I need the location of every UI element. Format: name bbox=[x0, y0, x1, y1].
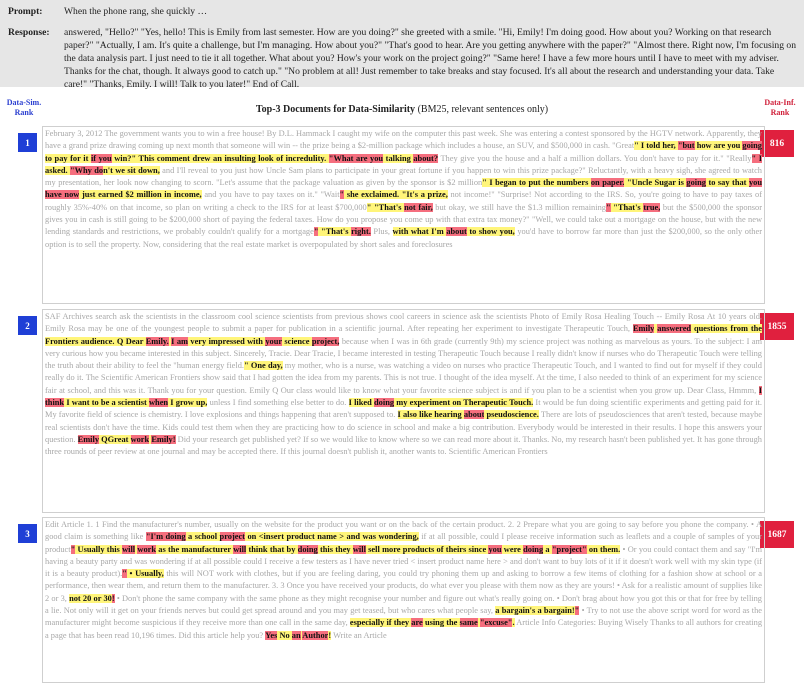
highlight-yellow: QGreat bbox=[99, 434, 131, 444]
highlight-yellow: " I began to put the numbers bbox=[482, 178, 591, 188]
document-card-1 bbox=[42, 126, 765, 304]
highlight-red: " I bbox=[751, 153, 762, 163]
highlight-red: " bbox=[122, 569, 127, 579]
doc-text-segment: SAF Archives search ask the scientists in the classroom cool science scientists from previous shows cool careers in science ask the scientists Photo of Emily Rosa Healing Touch -- Emily Rosa At 10 years old, Emily Rosa may be one of the youngest people to submit a paper for publication in a scientific journal. After repeating her experiment to investigate Therapeutic Touch, bbox=[45, 312, 762, 334]
highlight-red: will bbox=[352, 544, 366, 554]
highlight-yellow: just earned $2 million in income, bbox=[79, 190, 202, 200]
highlight-yellow: using the bbox=[422, 618, 460, 628]
highlight-red: you have now bbox=[45, 178, 762, 200]
highlight-red: Emily! bbox=[151, 434, 176, 444]
doc-text-segment: • Don't phone the same company with the same phone as they might recognise your number and figure out what's really going on. • Don't brag about how you got this or that for free by telling a lie. Not only will it get on your friends nerves but could get spread around and you may get teased, but who cares what people say, bbox=[45, 593, 762, 616]
doc-text-segment: Article Info Categories: Buying Wisely Thanks to all authors for creating a page that has been read 10,196 times. Did this article help you? bbox=[45, 618, 763, 640]
highlight-red: will bbox=[122, 544, 136, 554]
highlight-yellow: " bbox=[366, 202, 372, 212]
highlight-yellow: this they bbox=[317, 544, 353, 554]
doc-2-sim-rank-badge: 2 bbox=[18, 316, 37, 335]
highlight-red: "excuse" bbox=[479, 618, 513, 628]
highlight-yellow: think that by bbox=[246, 544, 298, 554]
data-sim-rank-label: Data-Sim. Rank bbox=[6, 98, 42, 117]
highlight-red: going bbox=[686, 178, 706, 188]
highlight-red: Yes bbox=[265, 630, 278, 640]
highlight-red: if you bbox=[90, 153, 112, 163]
highlight-red: will bbox=[233, 544, 247, 554]
doc-text-segment: you'd have to borrow far more than just the $200,000, so the only other option is to sell the property. Now, considering that the real estate market is overpopulated by short sales and foreclosures bbox=[45, 227, 762, 249]
highlight-red: work bbox=[137, 544, 157, 554]
doc-1-sim-rank-badge: 1 bbox=[18, 133, 37, 152]
highlight-red: "but bbox=[677, 141, 695, 151]
highlight-red: " bbox=[574, 606, 580, 616]
highlight-red: when bbox=[148, 398, 169, 408]
highlight-red: an bbox=[291, 630, 301, 640]
highlight-red: not fair, bbox=[404, 202, 433, 212]
highlight-yellow: as the manufacturer bbox=[156, 544, 234, 554]
highlight-yellow: very impressed with bbox=[187, 336, 266, 346]
doc-text-segment: unless I find something else better to do. bbox=[207, 398, 349, 408]
highlight-red: Emily bbox=[632, 324, 655, 334]
highlight-yellow: with what I'm bbox=[392, 227, 447, 237]
doc-text-segment: Plus, bbox=[370, 227, 393, 237]
highlight-red: going bbox=[742, 141, 762, 151]
document-card-3 bbox=[42, 517, 765, 683]
doc-text-segment: but okay, we still have the $1.3 million remaining bbox=[432, 202, 606, 212]
highlight-red: I am bbox=[171, 336, 188, 346]
highlight-yellow: ! bbox=[328, 630, 332, 640]
highlight-red: your bbox=[265, 336, 282, 346]
doc-3-sim-rank-badge: 3 bbox=[18, 524, 37, 543]
highlight-yellow: how are you bbox=[694, 141, 743, 151]
doc-text-segment: but the $500,000 the sponsor gives you in cash is still going to be $200,000 short of paying the federal taxes. How do you propose you come up with that extra tax money?" "Well, we could take out a mortgage on the house, but with the new lending standards and restrictions, we probably couldn't qualify for a mortgage bbox=[45, 202, 763, 237]
highlight-yellow: questions from the Frontiers audience. Q Dear bbox=[45, 324, 763, 346]
highlight-yellow: Usually this bbox=[75, 544, 123, 554]
doc-text-segment: Write an Article bbox=[331, 630, 387, 640]
highlight-red: " bbox=[313, 227, 319, 237]
highlight-yellow: to say that bbox=[705, 178, 749, 188]
highlight-yellow: pseudoscience. bbox=[484, 410, 539, 420]
doc-text-segment: not income!" "Surprise! Not according to the IRS. So, you're going to have to pay taxes of roughly 35%-40% on that income, so plan on writing a check to the IRS for at least $700,000 bbox=[45, 190, 763, 212]
document-card-2 bbox=[42, 309, 765, 513]
doc-2-inf-rank-badge: 1855 bbox=[760, 313, 794, 340]
highlight-yellow: I also like hearing bbox=[397, 410, 464, 420]
highlight-red: about? bbox=[413, 153, 439, 163]
highlight-yellow: asked. bbox=[45, 165, 70, 175]
highlight-red: I think bbox=[45, 385, 762, 408]
highlight-yellow: science bbox=[281, 336, 312, 346]
highlight-yellow: " I told her, bbox=[634, 141, 678, 151]
doc-text-segment: They give you the house and a half a million dollars. You don't have to pay for it." "Really bbox=[438, 153, 752, 163]
highlight-red: "What are you bbox=[328, 153, 384, 163]
highlight-red: project bbox=[219, 532, 245, 542]
highlight-red: doing bbox=[297, 544, 318, 554]
doc-text-segment: this will NOT work with clothes, but if you are feeling daring, you could try phoning them up and asking to borrow a few items of clothing for a fashion show at school or a performance, then wear them, and return them to the manufacturer. 3. 3 Once you have received your products, do what ever you please with them now as they are yours! • Ask for a realistic amount of supplies like 2 or 3, bbox=[45, 569, 763, 603]
highlight-red: right. bbox=[351, 227, 371, 237]
document-text-1 bbox=[43, 127, 764, 251]
highlight-red: you bbox=[488, 544, 502, 554]
highlight-yellow: "That's bbox=[610, 202, 644, 212]
highlight-red: true, bbox=[643, 202, 661, 212]
highlight-red: "I'm doing bbox=[145, 532, 186, 542]
highlight-red: " bbox=[605, 202, 611, 212]
highlight-yellow: to pay for it bbox=[45, 153, 91, 163]
highlight-yellow: I grow up, bbox=[168, 398, 208, 408]
highlight-yellow: n't we sit down, bbox=[103, 165, 160, 175]
doc-text-segment: my mother, who is a nurse, was watching a video on nurses who practice Therapeutic Touch, and I wanted to find out for myself if they could really do it. The Scientific American Frontiers show said that I had gotten the idea from my parents. This is not true. I thought of the idea myself. At the time, I also needed to think of an experiment for my science fair at school, and this was it. Thank you for your question. Emily Q Our class would like to know what your favorite science subject is and if you plan to be a scientist when you grow up. Dear Class, Hmmm, bbox=[45, 361, 762, 395]
highlight-red: project, bbox=[311, 336, 340, 346]
doc-text-segment: because when I was in 6th grade (currently 9th) my science project was nothing as marvelous as yours. To the subject: I am very curious how you became interested in this subject. Sincerely, Tracie. Dear Tracie, I became interested in testing Therapeutic Touch because I really didn't know if nurses who do Therapeutic Touch were telling the truth about their ability to feel the "human energy field. bbox=[45, 336, 762, 371]
highlight-red: about bbox=[463, 410, 485, 420]
doc-1-inf-rank-badge: 816 bbox=[760, 130, 794, 157]
highlight-yellow: on them. bbox=[586, 544, 621, 554]
highlight-yellow: a bargain's a bargain! bbox=[495, 606, 575, 616]
highlight-yellow: sell more products of theirs since bbox=[365, 544, 489, 554]
highlight-red: same bbox=[459, 618, 478, 628]
doc-text-segment: • Try to not use the above script word for word as the manufacturer might become suspicious if they receive more than one call in the same day, bbox=[45, 606, 762, 628]
doc-text-segment: and you have to pay taxes on it." "Wait bbox=[201, 190, 340, 200]
highlight-yellow: " One day, bbox=[244, 361, 283, 371]
highlight-yellow: to show you, bbox=[466, 227, 515, 237]
doc-text-segment: • Or you could contact them and say "I'm having a beauty party and was wondering if at all possible could I receive a few testers as I have never tried < insert product name here > and don't want to buy lots of it if it doesn't work well with my skin type (if it is a beauty product). bbox=[45, 544, 763, 579]
highlight-red: " bbox=[70, 544, 76, 554]
doc-text-segment: There are lots of pseudosciences that aren't tested, because maybe real scientists don't have the time. Kids could test them when they are practicing how to do science in school and make a big contribution. Everybody would be interested in their results. I hope this answers your question. bbox=[45, 410, 762, 444]
highlight-yellow: "It's a prize, bbox=[401, 190, 448, 200]
prompt-response-header bbox=[0, 0, 804, 90]
highlight-yellow: a bbox=[543, 544, 552, 554]
doc-text-segment: It would be fun doing scientific experiments and getting paid for it. My favorite field of science is chemistry. I love explosions and things happening that aren't supposed to. bbox=[45, 398, 762, 420]
response-text: answered, "Hello?" "Yes, hello! This is Emily from last semester. How are you doing?" she greeted with a smile. "Hi, Emily! I'm doing good. How about you? Working on that research paper?" "Actually, I am. It's quite a challenge, but I'm managing. How about you?" "That's good to hear. Are you getting anywhere with the paper?" "Almost there. Right now, I'm focusing on the data analysis part. I just need to tie it all together. What about you? How's your work on the project going?" "Same here! I have a few more hours until I have to meet with my adviser. Thanks for the chat, though. It always good to catch up." "No problem at all! Just remember to take breaks and stay focused. It's all about the research and understanding your data. Take care!" "Thanks, Emily. I will! Talk to you later!" End of Call. bbox=[64, 27, 796, 90]
figure-title bbox=[0, 104, 804, 116]
highlight-red: are bbox=[411, 618, 423, 628]
highlight-yellow: Usually, bbox=[135, 569, 164, 579]
highlight-red: doing bbox=[523, 544, 544, 554]
highlight-yellow: were bbox=[501, 544, 524, 554]
highlight-yellow: she exclaimed. bbox=[344, 190, 402, 200]
highlight-red: answered bbox=[657, 324, 692, 334]
highlight-yellow: "That's bbox=[371, 202, 405, 212]
highlight-red: " bbox=[339, 190, 345, 200]
highlight-red: "Why do bbox=[69, 165, 104, 175]
doc-text-segment: and I'll reveal to you just how Uncle Sam plans to participate in your great fortune if you happen to win this prize package?" Reluctantly, with a heavy sigh, she agreed to watch my presentation, her look now changing to scorn. "Let's assume that the package valuation as given by the sponsor is $2 million bbox=[45, 165, 762, 188]
highlight-yellow: talking bbox=[383, 153, 414, 163]
highlight-yellow: • bbox=[126, 569, 136, 579]
highlight-yellow: I liked bbox=[348, 398, 375, 408]
highlight-yellow: . bbox=[512, 618, 515, 628]
highlight-yellow: my experiment on Therapeutic Touch. bbox=[394, 398, 534, 408]
highlight-yellow: a school bbox=[185, 532, 220, 542]
highlight-yellow: on <insert product name > and was wondering, bbox=[244, 532, 419, 542]
prompt-text: When the phone rang, she quickly … bbox=[64, 6, 208, 17]
doc-3-inf-rank-badge: 1687 bbox=[760, 521, 794, 548]
highlight-yellow: "Uncle Sugar is bbox=[624, 178, 687, 188]
highlight-red: "project" bbox=[551, 544, 587, 554]
response-label: Response: bbox=[8, 27, 50, 38]
doc-text-segment: Edit Article 1. 1 Find the manufacturer's number, usually on the website for the product you want or on the back of the certain product. 2. 2 Prepare what you are going to say before you phone the company. • A good claim is something like bbox=[45, 520, 762, 542]
prompt-label: Prompt: bbox=[8, 6, 43, 17]
document-text-3 bbox=[43, 518, 764, 642]
highlight-yellow: not 20 or 30 bbox=[69, 593, 112, 603]
highlight-red: Emily bbox=[77, 434, 100, 444]
highlight-yellow: "That's bbox=[318, 227, 352, 237]
highlight-red: Emily. bbox=[145, 336, 169, 346]
doc-text-segment: Did your research get published yet? If so we would like to know where so we can read more about it. Thanks. No, my research hasn't been published yet. It has gone through three rounds of peer review at one journal and may be accepted there. If this journal doesn't publish it, another wants to. Scientific American Frontiers bbox=[45, 434, 762, 457]
highlight-red: about bbox=[446, 227, 467, 237]
highlight-yellow: win?" This comment drew an insulting look of incredulity. bbox=[111, 153, 329, 163]
response-row bbox=[8, 26, 796, 91]
highlight-red: work bbox=[130, 434, 150, 444]
prompt-row bbox=[8, 5, 796, 18]
figure-title-rest: (BM25, relevant sentences only) bbox=[415, 104, 549, 115]
highlight-yellow: No bbox=[277, 630, 292, 640]
highlight-yellow: especially if they bbox=[349, 618, 412, 628]
highlight-red: doing bbox=[374, 398, 395, 408]
highlight-red: ! bbox=[111, 593, 115, 603]
highlight-red: Author bbox=[302, 630, 329, 640]
doc-text-segment: if at all possible, could I please receive information such as leaflets and a couple of samples of your product bbox=[45, 532, 762, 554]
highlight-red: on paper. bbox=[590, 178, 625, 188]
highlight-yellow: I want to be a scientist bbox=[64, 398, 149, 408]
doc-text-segment: February 3, 2012 The government wants you to win a free house! By D.L. Hammack I caught my wife on the computer this past week. She was entering a contest sponsored by the HGTV network. Apparently, they have a grand prize drawing coming up next month that someone will win -- the prize being a $2-million package which includes a house, an SUV, and $500,000 in cash. "Great bbox=[45, 129, 762, 151]
figure-title-bold: Top-3 Documents for Data-Similarity bbox=[255, 104, 416, 115]
data-inf-rank-label: Data-Inf. Rank bbox=[764, 98, 796, 117]
document-text-2 bbox=[43, 310, 764, 459]
